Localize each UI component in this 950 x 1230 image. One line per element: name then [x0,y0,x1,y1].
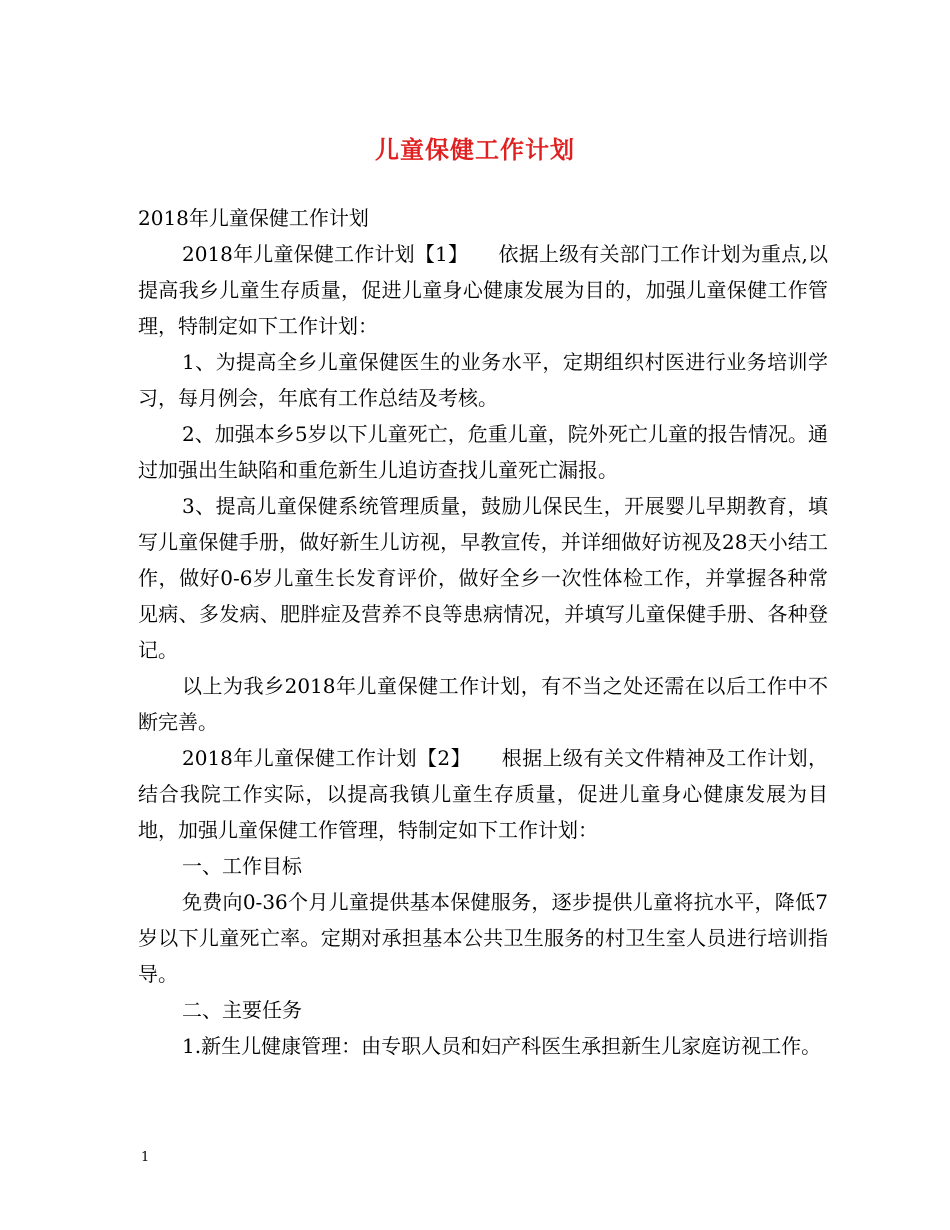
section-heading: 一、工作目标 [182,854,302,878]
page-number: 1 [141,1150,150,1165]
document-body [138,200,828,1064]
paragraph: 1、为提高全乡儿童保健医生的业务水平，定期组织村医进行业务培训学习，每月例会，年底有工作总结及考核。 [138,350,828,410]
document-title: 儿童保健工作计划 [375,135,575,164]
paragraph: 2018年儿童保健工作计划【2】 根据上级有关文件精神及工作计划，结合我院工作实际，以提高我镇儿童生存质量，促进儿童身心健康发展为目地，加强儿童保健工作管理，特制定如下工作计划： [138,746,828,842]
paragraph: 3、提高儿童保健系统管理质量，鼓励儿保民生，开展婴儿早期教育，填写儿童保健手册，做好新生儿访视，早教宣传，并详细做好访视及28天小结工作，做好0-6岁儿童生长发育评价，做好全乡一次性体检工作，并掌握各种常见病、多发病、肥胖症及营养不良等患病情况，并填写儿童保健手册、各种登记。 [138,494,828,662]
paragraph: 以上为我乡2018年儿童保健工作计划，有不当之处还需在以后工作中不断完善。 [138,674,828,734]
paragraph: 2、加强本乡5岁以下儿童死亡，危重儿童，院外死亡儿童的报告情况。通过加强出生缺陷和重危新生儿追访查找儿童死亡漏报。 [138,422,828,482]
paragraph: 免费向0-36个月儿童提供基本保健服务，逐步提供儿童将抗水平，降低7岁以下儿童死亡率。定期对承担基本公共卫生服务的村卫生室人员进行培训指导。 [138,890,828,986]
document-subtitle: 2018年儿童保健工作计划 [138,206,369,230]
paragraph: 1.新生儿健康管理：由专职人员和妇产科医生承担新生儿家庭访视工作。 [182,1034,822,1058]
section-heading: 二、主要任务 [182,998,302,1022]
paragraph: 2018年儿童保健工作计划【1】 依据上级有关部门工作计划为重点,以提高我乡儿童生存质量，促进儿童身心健康发展为目的，加强儿童保健工作管理，特制定如下工作计划： [138,242,828,338]
